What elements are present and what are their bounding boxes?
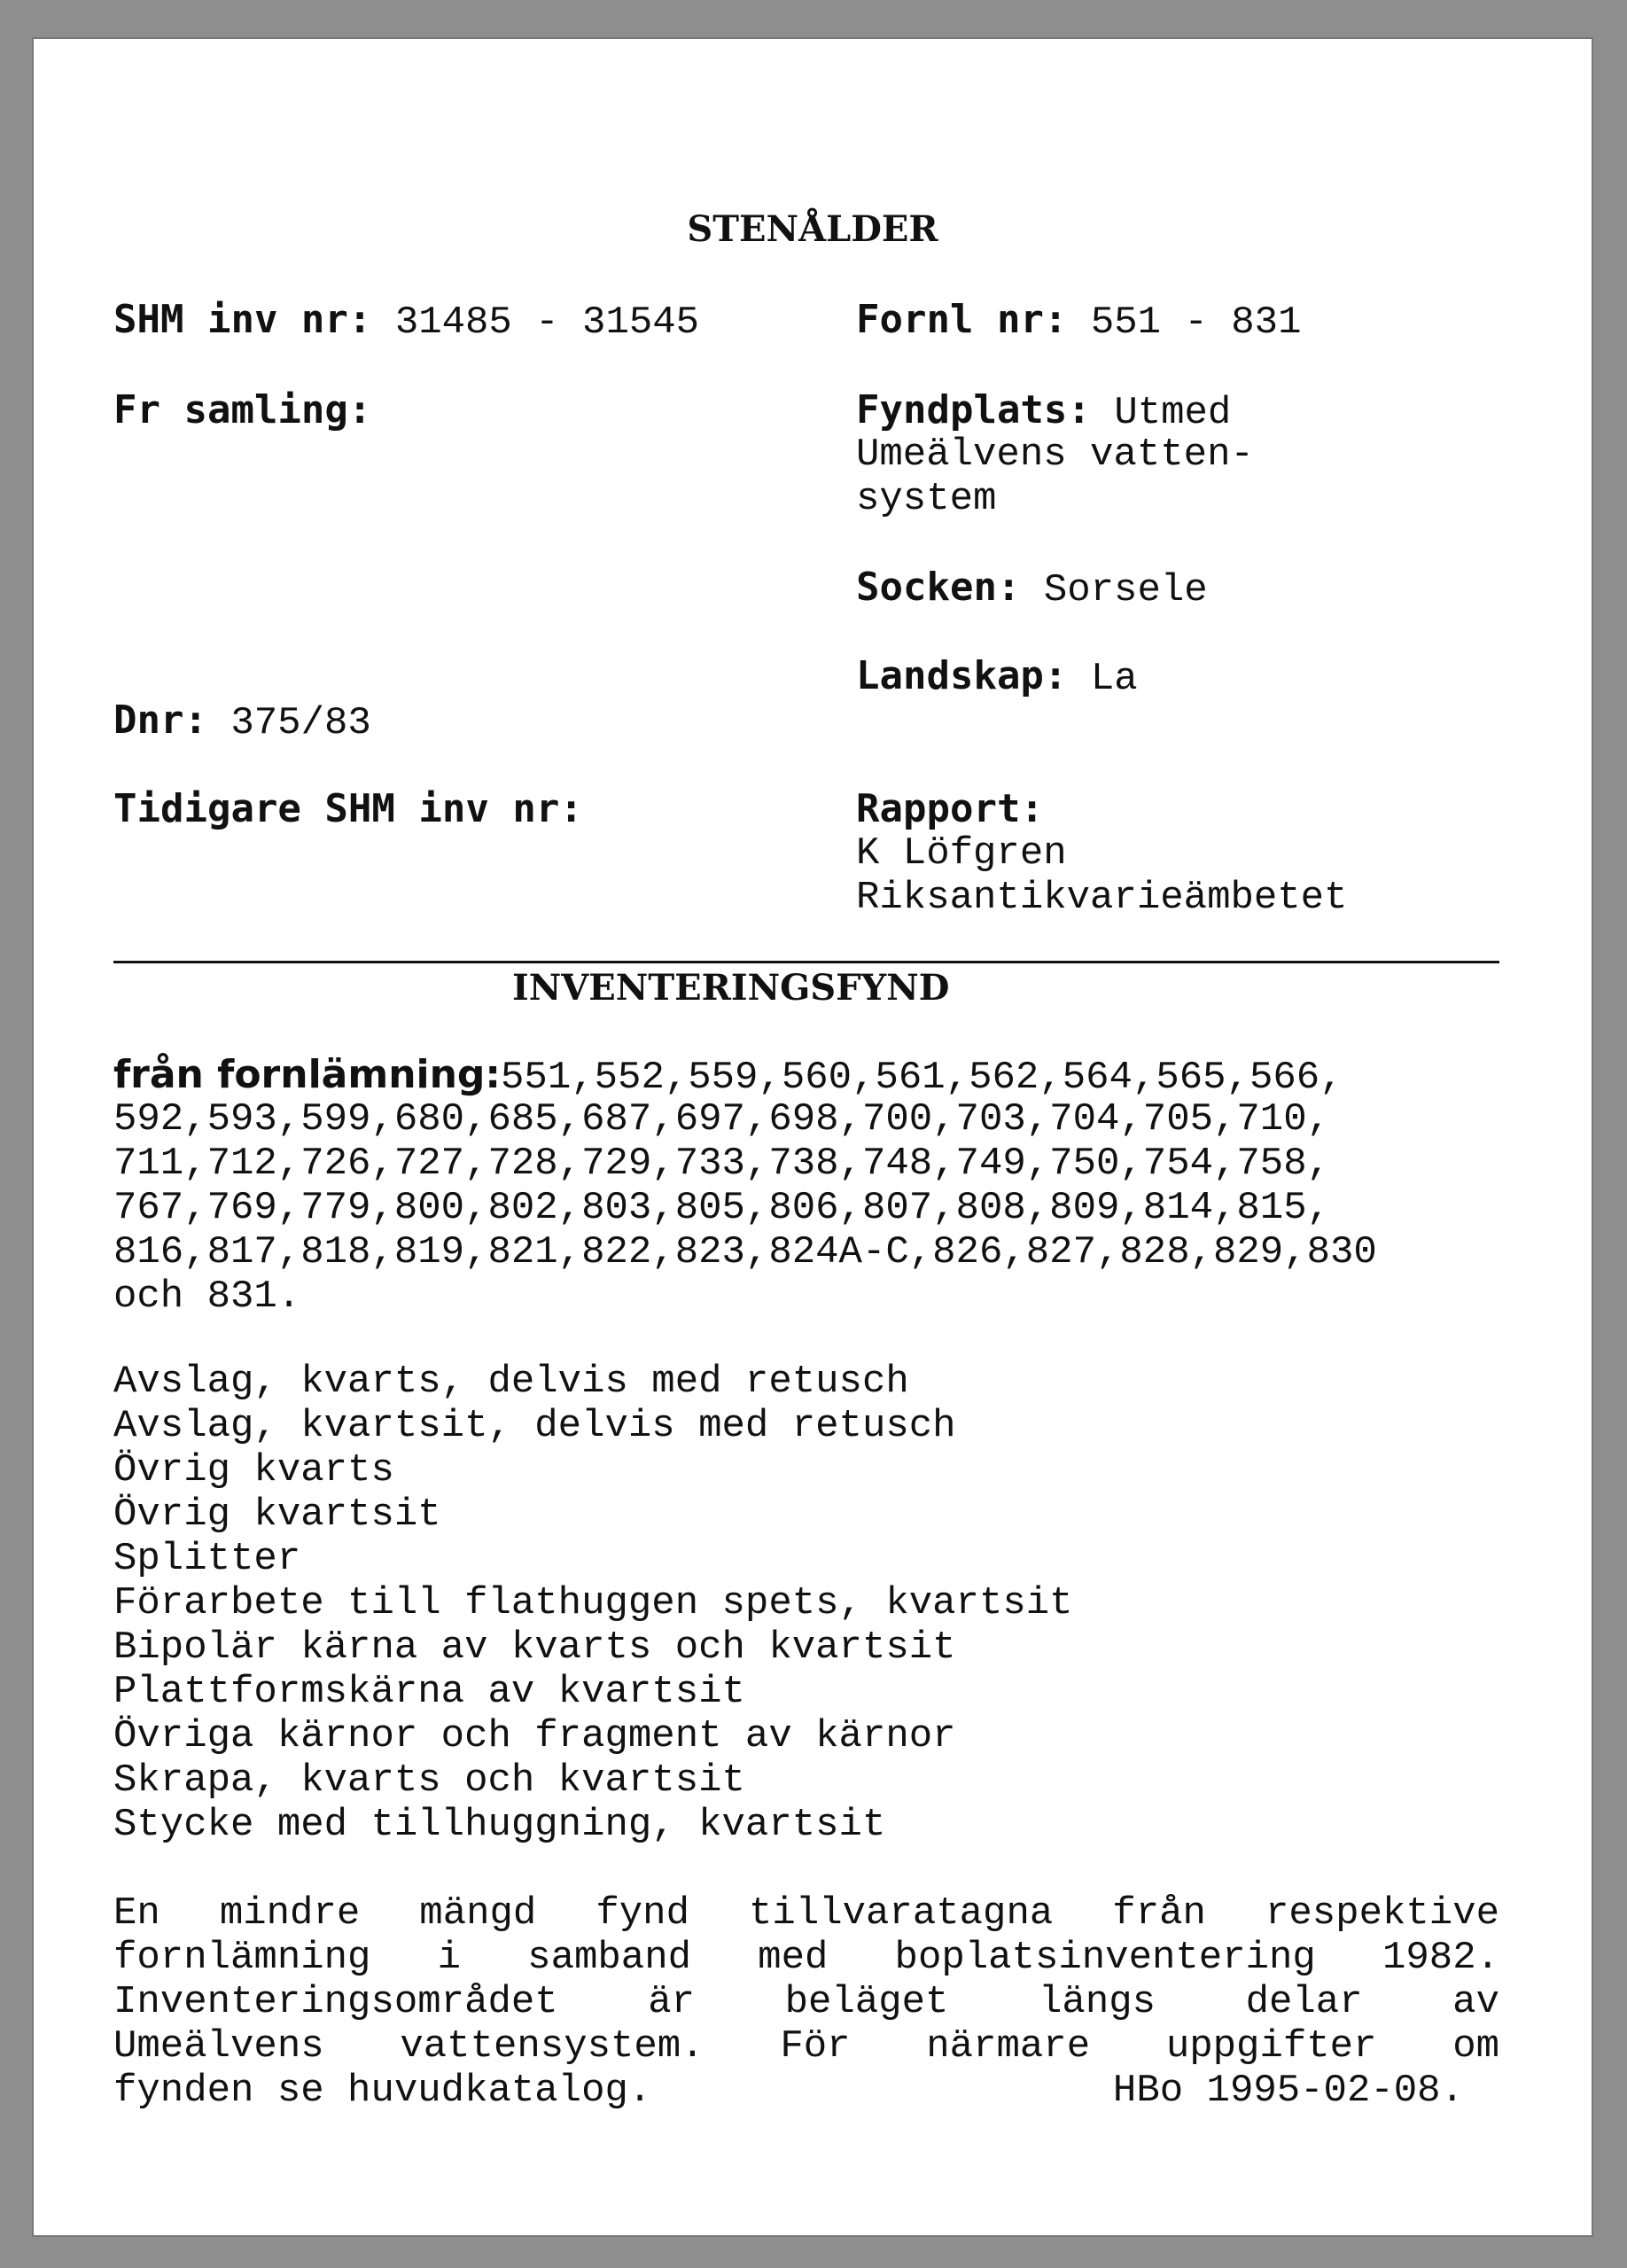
fornlamning-line: 767,769,779,800,802,803,805,806,807,808,809,814,815, <box>113 1186 1331 1230</box>
fornl-label: Fornl nr: <box>856 297 1068 342</box>
document <box>34 39 1592 2235</box>
landskap-label: Landskap: <box>856 653 1068 698</box>
list-item: Splitter <box>113 1537 301 1581</box>
fyndplats-field <box>856 388 1254 521</box>
note-line: fynden se huvudkatalog. <box>113 2069 652 2113</box>
fornlamning-line: 592,593,599,680,685,687,697,698,700,703,704,705,710, <box>113 1097 1331 1142</box>
rapport-field <box>856 787 1348 920</box>
fornl-value: 551 - 831 <box>1090 300 1302 345</box>
fornlamning-line: och 831. <box>113 1274 301 1319</box>
note-line: Umeälvens vattensystem. För närmare uppgifter om <box>113 2024 1499 2069</box>
list-item: Avslag, kvarts, delvis med retusch <box>113 1360 909 1404</box>
page-title: STENÅLDER <box>687 208 938 250</box>
rapport-line: Riksantikvarieämbetet <box>856 876 1348 920</box>
list-item: Stycke med tillhuggning, kvartsit <box>113 1803 886 1847</box>
fyndplats-label: Fyndplats: <box>856 387 1091 433</box>
socken-value: Sorsele <box>1043 568 1208 612</box>
list-item: Förarbete till flathuggen spets, kvartsit <box>113 1581 1073 1625</box>
note-line: fornlämning i samband med boplatsinventering 1982. <box>113 1936 1499 1980</box>
shm-inv-field <box>113 298 699 345</box>
list-item: Övrig kvartsit <box>113 1493 441 1537</box>
dnr-value: 375/83 <box>230 701 371 745</box>
shm-inv-value: 31485 - 31545 <box>394 300 700 345</box>
fyndplats-line: Utmed <box>1114 391 1232 435</box>
finds-list <box>113 1360 1073 1847</box>
fr-samling-label: Fr samling: <box>113 387 372 433</box>
catalog-card <box>34 39 1592 2235</box>
fornlamning-line: 816,817,818,819,821,822,823,824A-C,826,827,828,829,830 <box>113 1230 1377 1274</box>
shm-inv-label: SHM inv nr: <box>113 297 372 342</box>
socken-label: Socken: <box>856 565 1021 610</box>
landskap-value: La <box>1090 657 1138 701</box>
section-title: INVENTERINGSFYND <box>512 967 950 1009</box>
rapport-line: K Löfgren <box>856 831 1067 876</box>
dnr-label: Dnr: <box>113 698 207 743</box>
list-item: Skrapa, kvarts och kvartsit <box>113 1758 745 1803</box>
tidigare-label: Tidigare SHM inv nr: <box>113 786 583 831</box>
list-item: Övrig kvarts <box>113 1448 394 1493</box>
signature-date: HBo 1995-02-08. <box>1112 2069 1464 2113</box>
note-line: Inventeringsområdet är beläget längs delar av <box>113 1980 1499 2024</box>
fornlamning-label: från fornlämning: <box>113 1052 502 1097</box>
fornlamning-line: 711,712,726,727,728,729,733,738,748,749,750,754,758, <box>113 1142 1331 1186</box>
fornlamning-line: 551,552,559,560,561,562,564,565,566, <box>501 1056 1343 1100</box>
note-paragraph <box>113 1891 1499 2113</box>
list-item: Plattformskärna av kvartsit <box>113 1670 745 1714</box>
list-item: Bipolär kärna av kvarts och kvartsit <box>113 1625 956 1670</box>
dnr-field <box>113 698 371 745</box>
list-item: Avslag, kvartsit, delvis med retusch <box>113 1404 956 1448</box>
fornlamning-list <box>113 1053 1377 1319</box>
socken-field <box>856 565 1208 612</box>
note-line: En mindre mängd fynd tillvaratagna från respektive <box>113 1891 1499 1936</box>
divider <box>113 961 1499 963</box>
list-item: Övriga kärnor och fragment av kärnor <box>113 1714 956 1758</box>
fyndplats-line: system <box>856 477 997 521</box>
fyndplats-line: Umeälvens vatten- <box>856 433 1254 477</box>
landskap-field <box>856 654 1138 701</box>
fornl-field <box>856 298 1301 345</box>
rapport-label: Rapport: <box>856 786 1044 831</box>
